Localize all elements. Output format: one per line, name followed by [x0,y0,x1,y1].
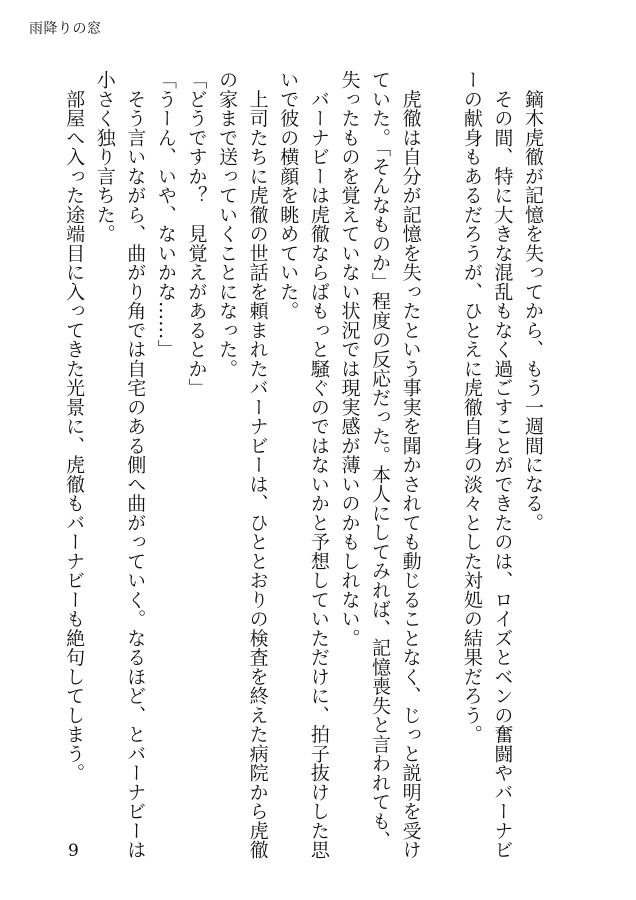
dialogue-line: 「うーん、いや、ないかな……」 [154,70,177,359]
blank-line [426,70,457,900]
text-line: 部屋へ入った途端目に入ってきた光景に、虎徹もバーナビーも絶句してしまう。 [63,70,86,783]
text-line: ーの献身もあるだろうが、ひとえに虎徹自身の淡々とした対処の結果だろう。 [460,70,483,744]
text-line: の家まで送っていくことになった。 [216,70,239,378]
dialogue-line: 「どうですか？ 見覚えがあるとか」 [185,70,208,398]
text-line: 虎徹は自分が記憶を失ったという事実を聞かされても動じることなく、じっと説明を受け [399,70,422,860]
text-line: バーナビーは虎徹ならばもっと騒ぐのではないかと予想していただけに、拍子抜けした思 [307,70,330,860]
text-line: 上司たちに虎徹の世話を頼まれたバーナビーは、ひととおりの検査を終えた病院から虎徹 [246,70,269,860]
text-line: いで彼の横顔を眺めていた。 [277,70,300,321]
text-line: ていた。「そんなものか」程度の反応だった。本人にしてみれば、記憶喪失と言われても、 [369,70,392,850]
text-line: その間、特に大きな混乱もなく過ごすことができたのは、ロイズとベンの奮闘やバーナビ [491,70,514,860]
running-header: 雨降りの窓 [29,21,102,37]
text-line: そう言いながら、曲がり角では自宅のある側へ曲がっていく。なるほど、とバーナビーは [124,70,147,860]
text-line: 失ったものを覚えていない状況では現実感が薄いのかもしれない。 [338,70,361,648]
body-text [59,70,549,900]
text-line: 鏑木虎徹が記憶を失ってから、もう一週間になる。 [522,70,544,532]
page-number: 9 [68,841,79,861]
text-line: 小さく独り言ちた。 [93,70,116,244]
